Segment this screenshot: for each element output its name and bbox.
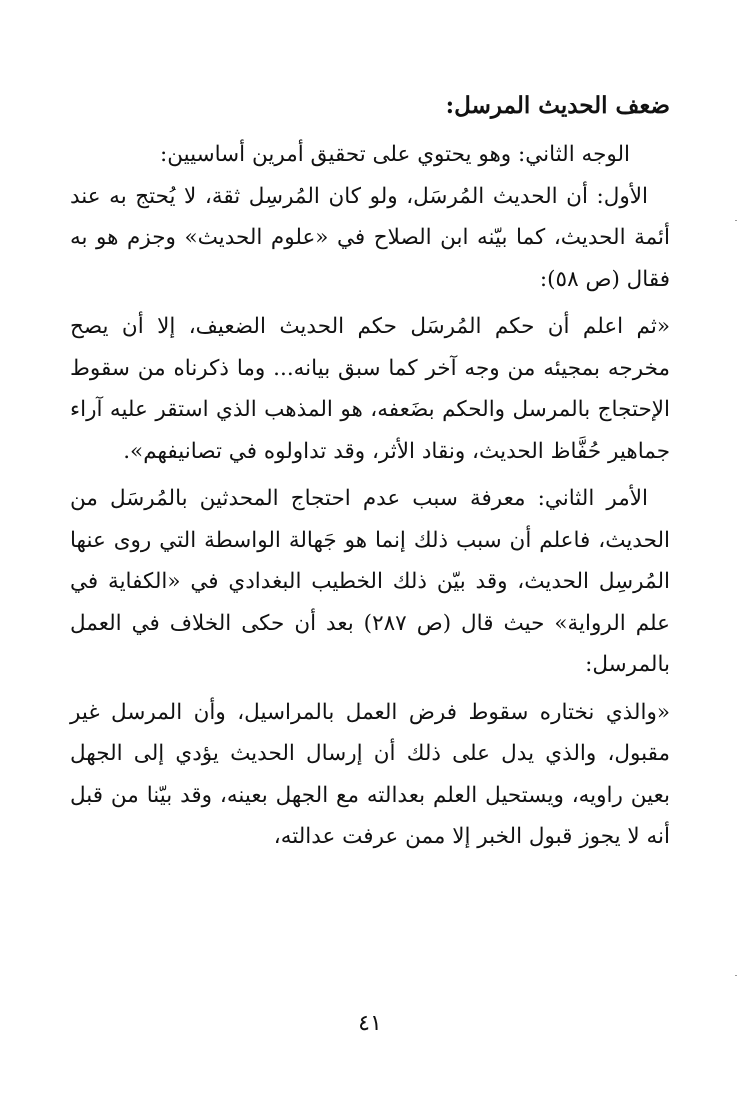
paragraph-quote-ibn-salah: «ثم اعلم أن حكم المُرسَل حكم الحديث الضعيف، إلا أن يصح مخرجه بمجيئه من وجه آخر كما سبق بيانه... وما ذكرناه من سقوط الإحتجاج بالمرسل والحكم بضَعفه، هو المذهب الذي استقر عليه آراء جماهير حُفَّاظ الحديث، ونقاد الأثر، وقد تداولوه في تصانيفهم». [70, 314, 670, 464]
paragraph-intro: الوجه الثاني: وهو يحتوي على تحقيق أمرين أساسيين: [160, 142, 630, 167]
book-page [70, 84, 670, 1044]
paragraph-quote-khatib: «والذي نختاره سقوط فرض العمل بالمراسيل، وأن المرسل غير مقبول، والذي يدل على ذلك أن إرسال الحديث يؤدي إلى الجهل بعين راويه، ويستحيل العلم بعدالته مع الجهل بعينه، وقد بيّنا من قبل أنه لا يجوز قبول الخبر إلا ممن عرفت عدالته، [70, 699, 670, 849]
page-number: ٤١ [358, 1011, 382, 1036]
paragraph-second-point: الأمر الثاني: معرفة سبب عدم احتجاج المحدثين بالمُرسَل من الحديث، فاعلم أن سبب ذلك إنما هو جَهالة الواسطة التي روى عنها المُرسِل الحديث، وقد بيّن ذلك الخطيب البغدادي في «الكفاية في علم الرواية» حيث قال (ص ٢٨٧) بعد أن حكى الخلاف في العمل بالمرسل: [70, 486, 670, 677]
section-heading: ضعف الحديث المرسل: [445, 92, 670, 119]
paragraph-first-point: الأول: أن الحديث المُرسَل، ولو كان المُرسِل ثقة، لا يُحتج به عند أئمة الحديث، كما بيّنه ابن الصلاح في «علوم الحديث» وجزم هو به فقال (ص ٥٨): [70, 183, 670, 292]
